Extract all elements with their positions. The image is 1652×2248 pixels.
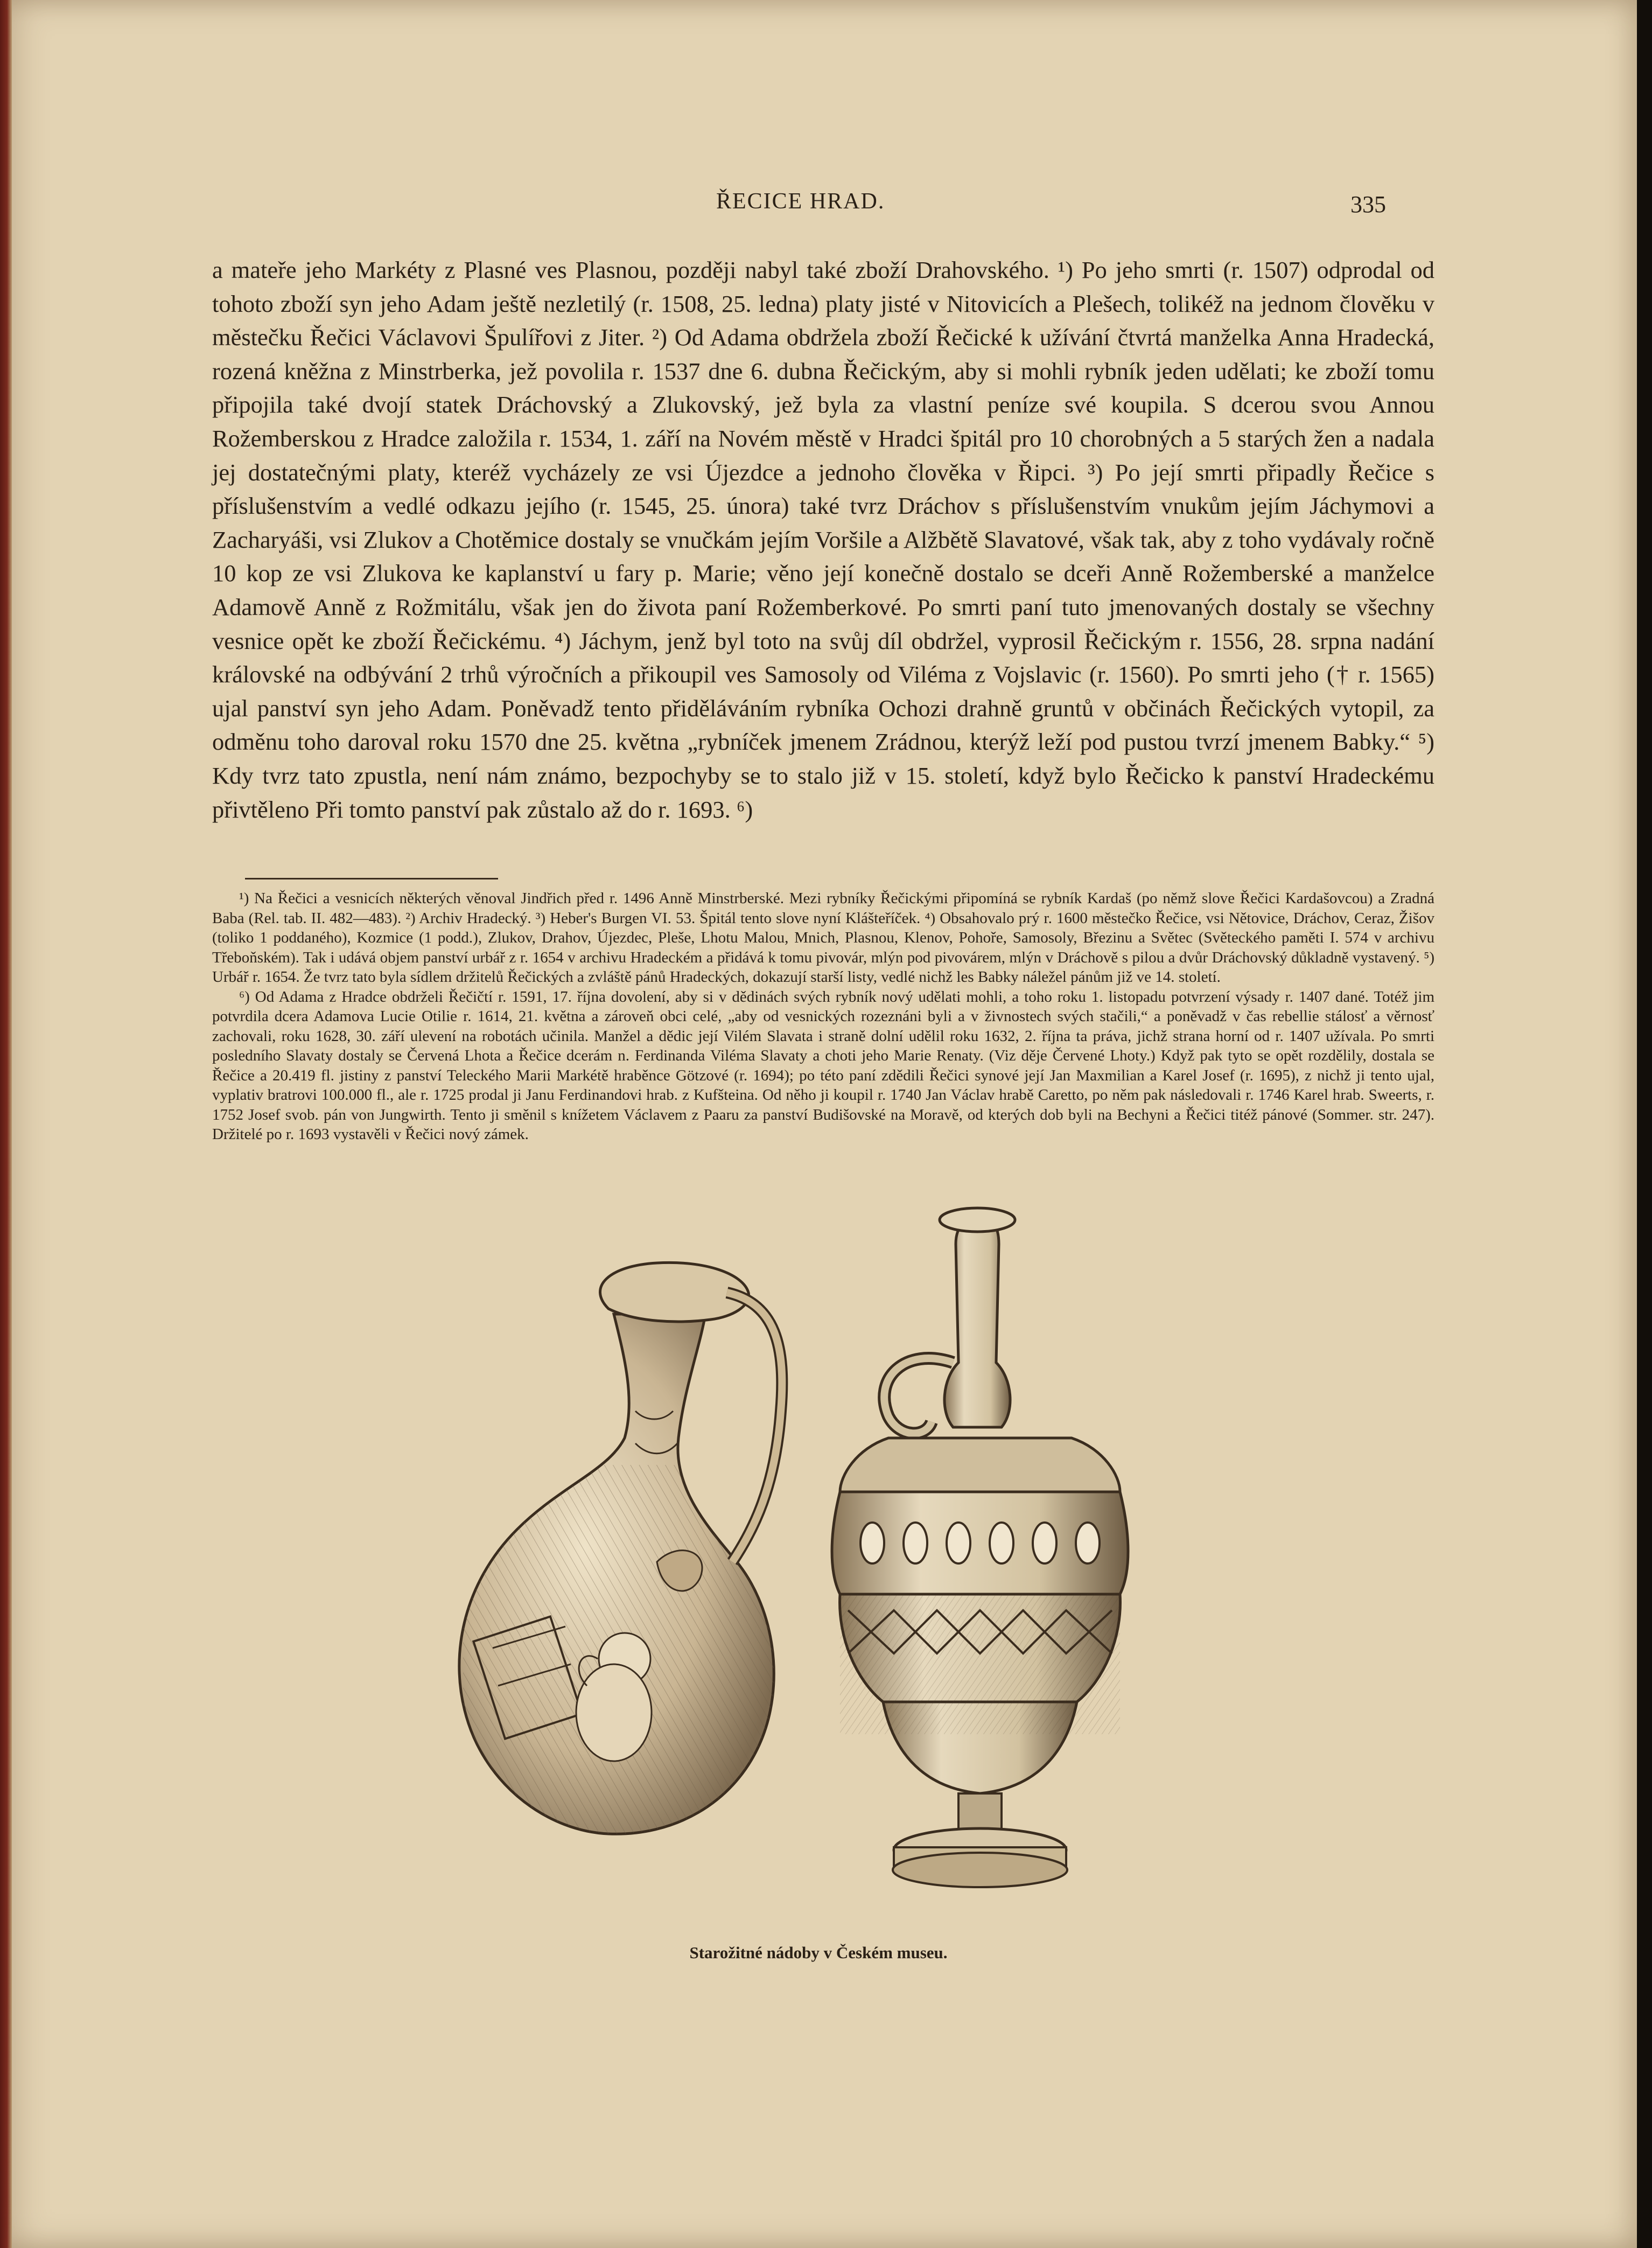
page-number: 335 (1350, 191, 1386, 218)
footnote-rule (245, 878, 498, 879)
body-text (212, 253, 1434, 826)
engraving-illustration (355, 1185, 1238, 1928)
running-title: ŘECICE HRAD. (716, 189, 885, 214)
tall-bottle (832, 1208, 1128, 1887)
antique-vessels-engraving (355, 1185, 1238, 1928)
book-binding (0, 0, 12, 2248)
figure-caption: Starožitné nádoby v Českém museu. (689, 1943, 948, 1962)
page-edge-shadow (1637, 0, 1652, 2248)
page-header (0, 189, 1637, 232)
body-paragraph: a mateře jeho Markéty z Plasné ves Plasnou, později nabyl také zboží Drahovského. ¹) Po jeho smrti (r. 1507) odprodal od tohoto zboží syn jeho Adam ještě nezletilý (r. 1508, 25. ledna) platy jisté v Nitovicích a Plešech, tolikéž na jednom člověku v městečku Řečici Václavovi Špulířovi z Jiter. ²) Od Adama obdržela zboží Řečické k užívání čtvrtá manželka Anna Hradecká, rozená kněžna z Minstrberka, jež povolila r. 1537 dne 6. dubna Řečickým, aby si mohli rybník jeden udělati; ke zboží tomu připojila také dvojí statek Dráchovský a Zlukovský, jež byla za vlastní peníze své koupila. S dcerou svou Annou Rožemberskou z Hradce založila r. 1534, 1. září na Novém městě v Hradci špitál pro 10 chorobných a 5 starých žen a nadala jej dostatečnými platy, kteréž vycházely ze vsi Újezdce a jednoho člověka v Řipci. ³) Po její smrti připadly Řečice s příslušenstvím a vedlé odkazu jejího (r. 1545, 25. února) také tvrz Dráchov s příslušenstvím vnukům jejím Jáchymovi a Zacharyáši, vsi Zlukov a Chotěmice dostaly se vnučkám jejím Voršile a Alžbětě Slavatové, však tak, aby z toho vydávaly ročně 10 kop ze vsi Zlukova ke kaplanství u fary p. Marie; věno její konečně dostalo se dceři Anně Rožemberské a manželce Adamově Anně z Rožmitálu, však jen do života paní Rožemberkové. Po smrti paní tuto jmenovaných dostaly se všechny vesnice opět ke zboží Řečickému. ⁴) Jáchym, jenž byl toto na svůj díl obdržel, vyprosil Řečickým r. 1556, 28. srpna nadání královské na odbývání 2 trhů výročních a přikoupil ves Samosoly od Viléma z Vojslavic (r. 1560). Po smrti jeho († r. 1565) ujal panství syn jeho Adam. Poněvadž tento přiděláváním rybníka Ochozi drahně gruntů v občinách Řečických vytopil, za odměnu toho daroval roku 1570 dne 25. května „rybníček jmenem Zrádnou, kterýž leží pod pustou tvrzí jmenem Babky.“ ⁵) Kdy tvrz tato zpustla, není nám známo, bezpochyby se to stalo již v 15. století, když bylo Řečicko k panství Hradeckému přivtěleno Při tomto panství pak zůstalo až do r. 1693. ⁶) (212, 256, 1434, 823)
decorated-jug (459, 1262, 786, 1842)
footnote-6: ⁶) Od Adama z Hradce obdrželi Řečičtí r. 1591, 17. října dovolení, aby si v dědinách svých rybník nový udělati mohli, a toho roku 1. listopadu potvrzení výsady r. 1407 dané. Totéž jim potvrdila dcera Adamova Lucie Otilie r. 1614, 21. května a zároveň obci celé, „aby od vesnických rozeznáni byli a v živnostech svých stačili,“ a poněvadž v čas rebellie stálosť a věrnosť zachovali, roku 1628, 30. září ulevení na robotách učinila. Manžel a dědic její Vilém Slavata i straně dolní udělil roku 1632, 2. října ta práva, jichž strana horní od r. 1407 užívala. Po smrti posledního Slavaty dostaly se Červená Lhota a Řečice dcerám n. Ferdinanda Viléma Slavaty a choti jeho Marie Renaty. (Viz děje Červené Lhoty.) Když pak tyto se opět rozdělily, dostala se Řečice a 20.419 fl. jistiny z panství Teleckého Marii Markétě hraběnce Götzové (r. 1694); po této paní zdědili Řečici synové její Jan Maxmilian a Karel Josef (r. 1695), z nichž ji tento ujal, vyplativ bratrovi 100.000 fl., ale r. 1725 prodal ji Janu Ferdinandovi hrab. z Kufšteina. Od něho ji koupil r. 1740 Jan Václav hrabě Caretto, po něm pak následovali r. 1746 Karel hrab. Sweerts, r. 1752 Josef svob. pán von Jungwirth. Tento ji směnil s knížetem Václavem z Paaru za panství Budišovské na Moravě, od kterých dob byli na Bechyni a Řečici titéž pánové (Sommer. str. 247). Držitelé po r. 1693 vystavěli v Řečici nový zámek. (212, 988, 1434, 1143)
footnote-1-5: ¹) Na Řečici a vesnicích některých věnoval Jindřich před r. 1496 Anně Minstrberské. Mezi rybníky Řečickými připomíná se rybník Kardaš (po němž slove Řečici Kardašovcou) a Zradná Baba (Rel. tab. II. 482—483). ²) Archiv Hradecký. ³) Heber's Burgen VI. 53. Špitál tento slove nyní Klášteříček. ⁴) Obsahovalo prý r. 1600 městečko Řečice, vsi Nětovice, Dráchov, Ceraz, Žišov (toliko 1 poddaného), Kozmice (1 podd.), Zlukov, Drahov, Újezdec, Pleše, Lhotu Malou, Mnich, Plasnou, Klenov, Pohoře, Samosoly, Březinu a Světec (Světeckého paměti I. 574 v archivu Třeboňském). Tak i udává objem panství urbář z r. 1654 v archivu Hradeckém a přidává k tomu pivovár, mlýn pod pivovárem, mlýn v Dráchově s pilou a dvůr Dráchovský důkladně vystavený. ⁵) Urbář r. 1654. Že tvrz tato byla sídlem držitelů Řečických a zvláště pánů Hradeckých, dokazují starší listy, vedlé nichž les Babky náležel pánům již ve 14. století. (212, 890, 1434, 986)
footnotes (212, 889, 1434, 1144)
